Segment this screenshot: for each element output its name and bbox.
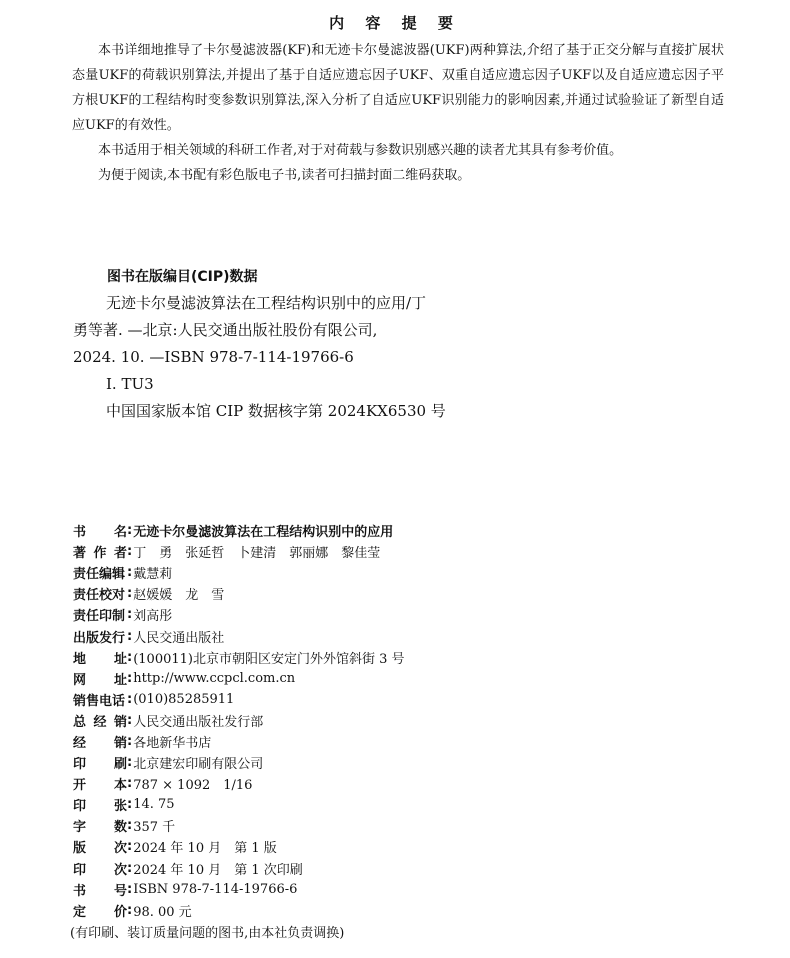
imprint-value: http://www.ccpcl.com.cn — [133, 670, 296, 686]
cip-line: 无迹卡尔曼滤波算法在工程结构识别中的应用/丁 — [106, 294, 427, 312]
imprint-label: 责任校对 — [73, 588, 126, 604]
imprint-value: 2024 年 10 月 第 1 次印刷 — [133, 862, 303, 878]
imprint-value: 北京建宏印刷有限公司 — [133, 757, 264, 773]
imprint-row — [73, 731, 405, 752]
imprint-label: 出版发行 — [73, 630, 126, 646]
imprint-colon: : — [127, 839, 133, 855]
abstract-paragraph: 本书详细地推导了卡尔曼滤波器(KF)和无迹卡尔曼滤波器(UKF)两种算法,介绍了基于正交分解与直接扩展状态量UKF的荷载识别算法,并提出了基于自适应遗忘因子UKF、双重自适应遗忘因子UKF以及自适应遗忘因子平方根UKF的工程结构时变参数识别算法,深入分析了自适应UKF识别能力的影响因素,并通过试验验证了新型自适应UKF的有效性。 — [72, 43, 724, 133]
imprint-block — [70, 520, 405, 941]
imprint-colon: : — [127, 628, 133, 644]
imprint-row — [73, 541, 405, 562]
imprint-value: 人民交通出版社发行部 — [133, 714, 264, 730]
imprint-label: 责任编辑 — [73, 567, 126, 583]
imprint-label: 销售电话 — [73, 693, 126, 709]
abstract-paragraph: 本书适用于相关领域的科研工作者,对于对荷载与参数识别感兴趣的读者尤其具有参考价值。 — [98, 143, 623, 158]
imprint-value: 无迹卡尔曼滤波算法在工程结构识别中的应用 — [133, 525, 394, 541]
imprint-label: 总 经 销 — [73, 714, 127, 730]
imprint-row — [73, 773, 405, 794]
page-title: 内 容 提 要 — [329, 14, 461, 32]
cip-record — [73, 290, 453, 425]
imprint-label: 书 名 — [73, 525, 127, 541]
imprint-row — [73, 900, 405, 921]
quality-note: (有印刷、装订质量问题的图书,由本社负责调换) — [70, 925, 345, 941]
imprint-colon: : — [127, 691, 133, 707]
imprint-colon: : — [127, 733, 133, 749]
imprint-colon: : — [127, 712, 133, 728]
imprint-row — [73, 604, 405, 625]
imprint-row — [73, 710, 405, 731]
imprint-label: 地 址 — [73, 651, 127, 667]
imprint-colon: : — [127, 670, 133, 686]
imprint-label: 著 作 者 — [73, 546, 127, 562]
imprint-colon: : — [127, 776, 133, 792]
imprint-label: 版 次 — [73, 841, 127, 857]
imprint-colon: : — [127, 818, 133, 834]
imprint-row — [73, 689, 405, 710]
imprint-row — [73, 647, 405, 668]
imprint-row — [73, 794, 405, 815]
cip-line: 2024. 10. —ISBN 978-7-114-19766-6 — [73, 348, 354, 366]
imprint-colon: : — [127, 755, 133, 771]
imprint-value: 赵媛媛 龙 雪 — [133, 588, 225, 604]
imprint-label: 印 次 — [73, 862, 127, 878]
imprint-label: 印 张 — [73, 799, 127, 815]
imprint-value: 戴慧莉 — [133, 567, 173, 583]
imprint-value: 刘高彤 — [133, 609, 173, 625]
imprint-colon: : — [127, 565, 133, 581]
imprint-row — [73, 583, 405, 604]
imprint-row — [73, 752, 405, 773]
imprint-label: 网 址 — [73, 672, 127, 688]
imprint-row — [73, 520, 405, 541]
imprint-value: ISBN 978-7-114-19766-6 — [133, 881, 298, 897]
imprint-colon: : — [127, 860, 133, 876]
imprint-value: 各地新华书店 — [133, 735, 212, 751]
imprint-row — [73, 625, 405, 646]
cip-heading: 图书在版编目(CIP)数据 — [107, 269, 258, 285]
imprint-colon: : — [127, 586, 133, 602]
imprint-label: 经 销 — [73, 735, 127, 751]
imprint-row — [73, 815, 405, 836]
cip-line: 勇等著. —北京:人民交通出版社股份有限公司, — [73, 321, 378, 339]
cip-line: 中国国家版本馆 CIP 数据核字第 2024KX6530 号 — [106, 402, 446, 420]
imprint-value: (100011)北京市朝阳区安定门外外馆斜街 3 号 — [133, 651, 405, 667]
imprint-value: 2024 年 10 月 第 1 版 — [133, 841, 277, 857]
imprint-row — [73, 858, 405, 879]
imprint-colon: : — [127, 649, 133, 665]
imprint-row — [73, 879, 405, 900]
imprint-value: 人民交通出版社 — [133, 630, 225, 646]
imprint-label: 开 本 — [73, 778, 127, 794]
imprint-colon: : — [127, 523, 133, 539]
imprint-label: 定 价 — [73, 904, 127, 920]
imprint-colon: : — [127, 902, 133, 918]
imprint-label: 字 数 — [73, 820, 127, 836]
imprint-value: 14. 75 — [133, 797, 175, 813]
imprint-colon: : — [127, 797, 133, 813]
abstract-paragraph: 为便于阅读,本书配有彩色版电子书,读者可扫描封面二维码获取。 — [98, 168, 471, 183]
imprint-value: 357 千 — [133, 820, 176, 836]
imprint-value: 98. 00 元 — [133, 904, 192, 920]
imprint-label: 责任印制 — [73, 609, 126, 625]
imprint-colon: : — [127, 881, 133, 897]
imprint-row — [73, 562, 405, 583]
imprint-value: (010)85285911 — [133, 691, 235, 707]
imprint-row — [73, 836, 405, 857]
imprint-colon: : — [127, 607, 133, 623]
imprint-row — [73, 668, 405, 689]
imprint-label: 印 刷 — [73, 757, 127, 773]
cip-line: Ⅰ. TU3 — [106, 375, 154, 393]
abstract — [72, 38, 724, 188]
imprint-value: 787 × 1092 1/16 — [133, 778, 253, 794]
imprint-label: 书 号 — [73, 883, 127, 899]
imprint-value: 丁 勇 张延哲 卜建清 郭丽娜 黎佳莹 — [133, 546, 381, 562]
imprint-colon: : — [127, 544, 133, 560]
